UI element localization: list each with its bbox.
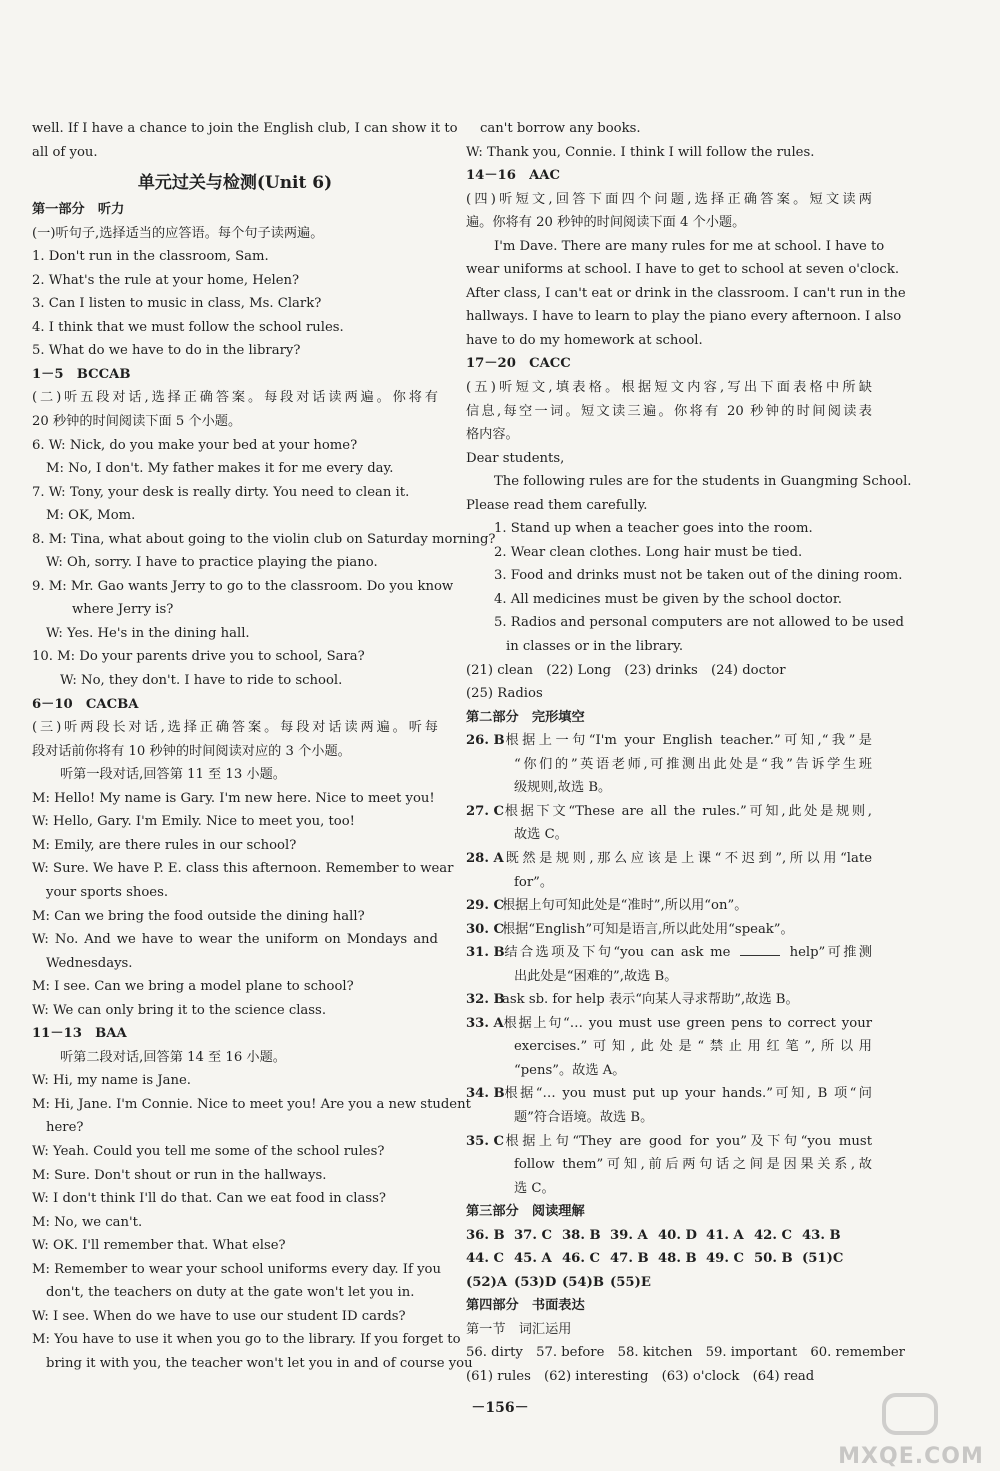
- line-text: W: No, they don't. I have to ride to school.: [60, 673, 343, 689]
- line-text: here?: [46, 1120, 84, 1136]
- answer-label: 35. C: [466, 1133, 505, 1149]
- line-text: help”可推测: [783, 945, 872, 961]
- answer-key: 47. B: [610, 1251, 649, 1267]
- line-text: M: No, we can't.: [32, 1214, 143, 1230]
- text-line: [32, 1022, 438, 1046]
- text-line: [466, 941, 872, 965]
- line-text: where Jerry is?: [72, 602, 174, 618]
- text-line: [466, 1200, 872, 1224]
- line-text: W: No. And we have to wear the uniform on Mondays and: [32, 932, 438, 948]
- text-line: [466, 1294, 872, 1318]
- text-line: [466, 682, 872, 706]
- text-line: [466, 352, 872, 376]
- answer-key: (53)D: [514, 1274, 557, 1290]
- line-text: 1. Stand up when a teacher goes into the room.: [494, 521, 813, 537]
- unit-title: [32, 164, 438, 198]
- answer-key: 45. A: [514, 1251, 552, 1267]
- text-line: [32, 622, 438, 646]
- text-line: [466, 988, 872, 1012]
- text-line: [32, 386, 438, 410]
- line-text: 第四部分 书面表达: [466, 1298, 585, 1314]
- text-line: [32, 999, 438, 1023]
- line-text: (61) rules (62) interesting (63) o'clock (64) read: [466, 1368, 815, 1384]
- line-text: (一)听句子,选择适当的应答语。每个句子读两遍。: [32, 225, 324, 241]
- line-text: 5. What do we have to do in the library?: [32, 343, 301, 359]
- line-text: 遍。你将有 20 秒钟的时间阅读下面 4 个小题。: [466, 215, 746, 231]
- line-text: exercises.”可知,此处是“禁止用红笔”,所以用: [514, 1039, 872, 1055]
- text-line: [32, 693, 438, 717]
- text-line: [32, 905, 438, 929]
- text-line: [466, 611, 904, 635]
- line-text: M: Hello! My name is Gary. I'm new here. Nice to meet you!: [32, 790, 435, 806]
- line-text: M: I see. Can we bring a model plane to school?: [32, 979, 354, 995]
- line-text: wear uniforms at school. I have to get to school at seven o'clock.: [466, 262, 900, 278]
- text-line: [32, 551, 438, 575]
- line-text: follow them”可知,前后两句话之间是因果关系,故: [514, 1157, 872, 1173]
- answer-key: 50. B: [754, 1251, 793, 1267]
- line-text: W: Hi, my name is Jane.: [32, 1073, 191, 1089]
- line-text: 6－10 CACBA: [32, 696, 139, 712]
- text-line: [32, 245, 438, 269]
- text-line: [32, 834, 438, 858]
- answer-key: (52)A: [466, 1274, 508, 1290]
- text-line: [32, 363, 438, 387]
- text-line: [466, 423, 872, 447]
- text-line: [466, 918, 872, 942]
- line-text: don't, the teachers on duty at the gate won't let you in.: [46, 1285, 415, 1301]
- text-line: [32, 1328, 461, 1352]
- answer-key: 39. A: [610, 1227, 648, 1243]
- text-line: [466, 376, 872, 400]
- answer-key: 42. C: [754, 1227, 793, 1243]
- line-text: Wednesdays.: [46, 955, 133, 971]
- text-line: [32, 763, 438, 787]
- text-line: [32, 481, 438, 505]
- text-line: [32, 975, 438, 999]
- text-line: [32, 952, 438, 976]
- line-text: 题”符合语境。故选 B。: [514, 1109, 654, 1125]
- text-line: [466, 235, 885, 259]
- answer-label: 29. C: [466, 898, 505, 914]
- text-line: [32, 1164, 438, 1188]
- line-text: 出此处是“困难的”,故选 B。: [514, 968, 678, 984]
- text-line: [466, 164, 872, 188]
- text-line: [32, 598, 438, 622]
- line-text: (四)听短文,回答下面四个问题,选择正确答案。短文读两: [466, 191, 872, 207]
- answer-label: 31. B: [466, 945, 505, 961]
- line-text: 1－5 BCCAB: [32, 366, 131, 382]
- answer-key: 41. A: [706, 1227, 744, 1243]
- line-text: 5. Radios and personal computers are not allowed to be used: [494, 615, 904, 631]
- text-line: [32, 740, 438, 764]
- text-line: [466, 141, 872, 165]
- text-line: [466, 823, 872, 847]
- line-text: After class, I can't eat or drink in the classroom. I can't run in the: [466, 285, 906, 301]
- line-text: 根据下文“These are all the rules.”可知,此处是规则,: [502, 803, 872, 819]
- text-line: [32, 198, 438, 222]
- text-line: [466, 1106, 872, 1130]
- line-text: Dear students,: [466, 450, 565, 466]
- text-line: [466, 635, 872, 659]
- line-text: have to do my homework at school.: [466, 332, 703, 348]
- line-text: 3. Food and drinks must not be taken out of the dining room.: [494, 568, 903, 584]
- line-text: 听第二段对话,回答第 14 至 16 小题。: [60, 1049, 286, 1065]
- text-line: [466, 776, 872, 800]
- line-text: 既然是规则,那么应该是上课“不迟到”,所以用“late: [502, 850, 872, 866]
- line-text: 1. Don't run in the classroom, Sam.: [32, 249, 269, 265]
- line-text: “你们的”英语老师,可推测出此处是“我”告诉学生班: [514, 756, 872, 772]
- text-line: [32, 1046, 438, 1070]
- answer-label: 33. A: [466, 1015, 504, 1031]
- text-line: [32, 292, 438, 316]
- line-text: 第一节 词汇运用: [466, 1321, 572, 1337]
- answer-key: 48. B: [658, 1251, 697, 1267]
- text-line: [466, 1130, 872, 1154]
- line-text: M: Emily, are there rules in our school?: [32, 837, 297, 853]
- line-text: (三)听两段长对话,选择正确答案。每段对话读两遍。听每: [32, 720, 438, 736]
- text-line: [32, 1234, 438, 1258]
- watermark-text: MXQE.COM: [838, 1444, 984, 1469]
- line-text: M: You have to use it when you go to the library. If you forget to: [32, 1332, 461, 1348]
- text-line: [466, 871, 872, 895]
- text-line: [466, 494, 872, 518]
- line-text: 故选 C。: [514, 827, 568, 843]
- answer-label: 27. C: [466, 803, 505, 819]
- text-line: [32, 410, 438, 434]
- line-text: W: Yeah. Could you tell me some of the school rules?: [32, 1143, 385, 1159]
- text-line: [466, 211, 872, 235]
- text-line: [466, 706, 872, 730]
- text-line: [32, 316, 438, 340]
- text-line: [32, 339, 438, 363]
- line-text: 信息,每空一词。短文读三遍。你将有 20 秒钟的时间阅读表: [466, 403, 872, 419]
- line-text: W: Sure. We have P. E. class this afternoon. Remember to wear: [32, 861, 454, 877]
- text-line: [466, 1035, 872, 1059]
- line-text: 11－13 BAA: [32, 1026, 127, 1042]
- text-line: [466, 965, 872, 989]
- text-line: [466, 1177, 872, 1201]
- text-line: [32, 504, 438, 528]
- line-text: I'm Dave. There are many rules for me at school. I have to: [494, 238, 885, 254]
- text-line: [32, 1281, 438, 1305]
- fill-blank: [740, 945, 780, 956]
- answer-key: 49. C: [706, 1251, 745, 1267]
- line-text: M: OK, Mom.: [46, 508, 136, 524]
- text-line: [466, 659, 872, 683]
- text-line: [466, 188, 872, 212]
- text-line: [466, 258, 900, 282]
- text-line: [466, 894, 872, 918]
- text-line: [466, 541, 872, 565]
- line-text: in classes or in the library.: [506, 639, 684, 655]
- line-text: W: Hello, Gary. I'm Emily. Nice to meet you, too!: [32, 814, 355, 830]
- line-text: 9. M: Mr. Gao wants Jerry to go to the classroom. Do you know: [32, 578, 454, 594]
- text-line: [466, 1365, 872, 1389]
- line-text: 根据“… you must put up your hands.”可知, B 项“问: [502, 1086, 872, 1102]
- line-text: 3. Can I listen to music in class, Ms. Clark?: [32, 296, 322, 312]
- line-text: 根据上句“… you must use green pens to correct your: [502, 1015, 872, 1031]
- answer-grid-row: [466, 1247, 872, 1271]
- text-line: [32, 669, 438, 693]
- text-line: [32, 1069, 438, 1093]
- answer-key: 44. C: [466, 1251, 505, 1267]
- line-text: W: I see. When do we have to use our student ID cards?: [32, 1308, 406, 1324]
- text-line: [32, 575, 454, 599]
- text-line: [32, 434, 438, 458]
- line-text: The following rules are for the students in Guangming School.: [494, 474, 912, 490]
- text-line: [32, 457, 438, 481]
- line-text: 格内容。: [466, 427, 519, 443]
- line-text: 根据“English”可知是语言,所以此处用“speak”。: [502, 921, 794, 937]
- line-text: W: Thank you, Connie. I think I will follow the rules.: [466, 144, 815, 160]
- line-text: 8. M: Tina, what about going to the violin club on Saturday morning?: [32, 531, 496, 547]
- line-text: M: Sure. Don't shout or run in the hallways.: [32, 1167, 327, 1183]
- text-line: [32, 222, 438, 246]
- line-text: 第一部分 听力: [32, 202, 125, 218]
- text-line: [32, 1258, 441, 1282]
- text-line: [466, 800, 872, 824]
- answer-label: 28. A: [466, 850, 504, 866]
- text-line: [32, 269, 438, 293]
- line-text: 7. W: Tony, your desk is really dirty. You need to clean it.: [32, 484, 410, 500]
- line-text: 6. W: Nick, do you make your bed at your home?: [32, 437, 358, 453]
- answer-grid-row: [466, 1271, 872, 1295]
- text-line: [32, 1140, 438, 1164]
- text-line: [466, 1153, 872, 1177]
- text-line: [466, 517, 872, 541]
- answer-key: (54)B: [562, 1274, 604, 1290]
- text-line: [466, 1059, 872, 1083]
- line-text: 结合选项及下句“you can ask me: [502, 945, 737, 961]
- line-text: all of you.: [32, 144, 98, 160]
- line-text: W: I don't think I'll do that. Can we eat food in class?: [32, 1191, 386, 1207]
- line-text: 第三部分 阅读理解: [466, 1204, 585, 1220]
- text-line: [32, 787, 438, 811]
- line-text: Please read them carefully.: [466, 497, 648, 513]
- text-line: [466, 753, 872, 777]
- line-text: ask sb. for help 表示“向某人寻求帮助”,故选 B。: [502, 992, 799, 1008]
- text-line: [466, 847, 872, 871]
- answer-label: 32. B: [466, 992, 505, 1008]
- line-text: “pens”。故选 A。: [514, 1062, 626, 1078]
- line-text: for”。: [514, 874, 554, 890]
- text-line: [32, 141, 438, 165]
- text-line: [466, 282, 906, 306]
- answer-key: (51)C: [802, 1251, 844, 1267]
- answer-grid-row: [466, 1224, 872, 1248]
- line-text: W: OK. I'll remember that. What else?: [32, 1238, 286, 1254]
- line-text: 56. dirty 57. before 58. kitchen 59. important 60. remember: [466, 1345, 905, 1361]
- text-line: [32, 1305, 438, 1329]
- right-column: [466, 117, 912, 1389]
- answer-label: 30. C: [466, 921, 505, 937]
- line-text: 根据上句“They are good for you”及下句“you must: [502, 1133, 872, 1149]
- text-line: [32, 716, 438, 740]
- line-text: 级规则,故选 B。: [514, 780, 612, 796]
- text-line: [32, 117, 458, 141]
- line-text: (25) Radios: [466, 686, 543, 702]
- line-text: 10. M: Do your parents drive you to school, Sara?: [32, 649, 365, 665]
- line-text: (21) clean (22) Long (23) drinks (24) doctor: [466, 662, 786, 678]
- line-text: W: We can only bring it to the science class.: [32, 1002, 327, 1018]
- line-text: 14－16 AAC: [466, 168, 561, 184]
- answer-label: 34. B: [466, 1086, 505, 1102]
- line-text: (五)听短文,填表格。根据短文内容,写出下面表格中所缺: [466, 380, 872, 396]
- line-text: 第二部分 完形填空: [466, 709, 585, 725]
- text-line: [466, 329, 872, 353]
- text-line: [466, 1082, 872, 1106]
- answer-label: 26. B: [466, 733, 505, 749]
- page-number: －156－: [471, 1400, 529, 1416]
- answer-key: 46. C: [562, 1251, 601, 1267]
- line-text: 根据上句可知此处是“准时”,所以用“on”。: [502, 898, 748, 914]
- text-line: [466, 1012, 872, 1036]
- line-text: 听第一段对话,回答第 11 至 13 小题。: [60, 767, 286, 783]
- line-text: bring it with you, the teacher won't let you in and of course you: [46, 1355, 473, 1371]
- text-line: [32, 1187, 438, 1211]
- line-text: 20 秒钟的时间阅读下面 5 个小题。: [32, 414, 242, 430]
- text-line: [466, 1341, 905, 1365]
- answer-key: 40. D: [658, 1227, 697, 1243]
- answer-key: 36. B: [466, 1227, 505, 1243]
- line-text: 根据上一句“I'm your English teacher.”可知,“我”是: [502, 733, 872, 749]
- answer-key: 43. B: [802, 1227, 841, 1243]
- text-line: [466, 564, 903, 588]
- text-line: [466, 470, 912, 494]
- text-line: [32, 645, 438, 669]
- text-line: [32, 1093, 471, 1117]
- line-text: 选 C。: [514, 1180, 555, 1196]
- line-text: your sports shoes.: [46, 884, 169, 900]
- line-text: 4. All medicines must be given by the school doctor.: [494, 591, 842, 607]
- text-line: [466, 729, 872, 753]
- line-text: 4. I think that we must follow the school rules.: [32, 319, 344, 335]
- watermark-logo: [826, 1393, 996, 1469]
- answer-logo-icon: [882, 1393, 938, 1435]
- line-text: 单元过关与检测(Unit 6): [137, 173, 333, 194]
- line-text: 2. Wear clean clothes. Long hair must be tied.: [494, 544, 803, 560]
- line-text: 17－20 CACC: [466, 356, 571, 372]
- text-line: [32, 881, 438, 905]
- text-line: [466, 400, 872, 424]
- answer-key: 38. B: [562, 1227, 601, 1243]
- text-line: [32, 857, 454, 881]
- line-text: can't borrow any books.: [480, 121, 641, 136]
- text-line: [32, 1352, 473, 1376]
- line-text: 段对话前你将有 10 秒钟的时间阅读对应的 3 个小题。: [32, 743, 351, 759]
- line-text: hallways. I have to learn to play the piano every afternoon. I also: [466, 309, 902, 325]
- line-text: W: Yes. He's in the dining hall.: [46, 625, 250, 641]
- line-text: 2. What's the rule at your home, Helen?: [32, 272, 300, 288]
- text-line: [466, 117, 872, 141]
- text-line: [32, 528, 496, 552]
- text-line: [32, 1211, 438, 1235]
- text-line: [32, 810, 438, 834]
- line-text: M: No, I don't. My father makes it for me every day.: [46, 461, 394, 477]
- line-text: W: Oh, sorry. I have to practice playing the piano.: [46, 555, 378, 571]
- text-line: [32, 1116, 438, 1140]
- text-line: [466, 447, 872, 471]
- answer-key: (55)E: [610, 1274, 651, 1290]
- line-text: M: Remember to wear your school uniforms every day. If you: [32, 1261, 441, 1277]
- text-line: [466, 305, 902, 329]
- text-line: [466, 1318, 872, 1342]
- line-text: M: Can we bring the food outside the dining hall?: [32, 908, 365, 924]
- line-text: well. If I have a chance to join the English club, I can show it to: [32, 121, 458, 136]
- text-line: [466, 588, 872, 612]
- line-text: (二)听五段对话,选择正确答案。每段对话读两遍。你将有: [32, 390, 438, 406]
- line-text: M: Hi, Jane. I'm Connie. Nice to meet you! Are you a new student: [32, 1096, 471, 1112]
- answer-key: 37. C: [514, 1227, 553, 1243]
- text-line: [32, 928, 438, 952]
